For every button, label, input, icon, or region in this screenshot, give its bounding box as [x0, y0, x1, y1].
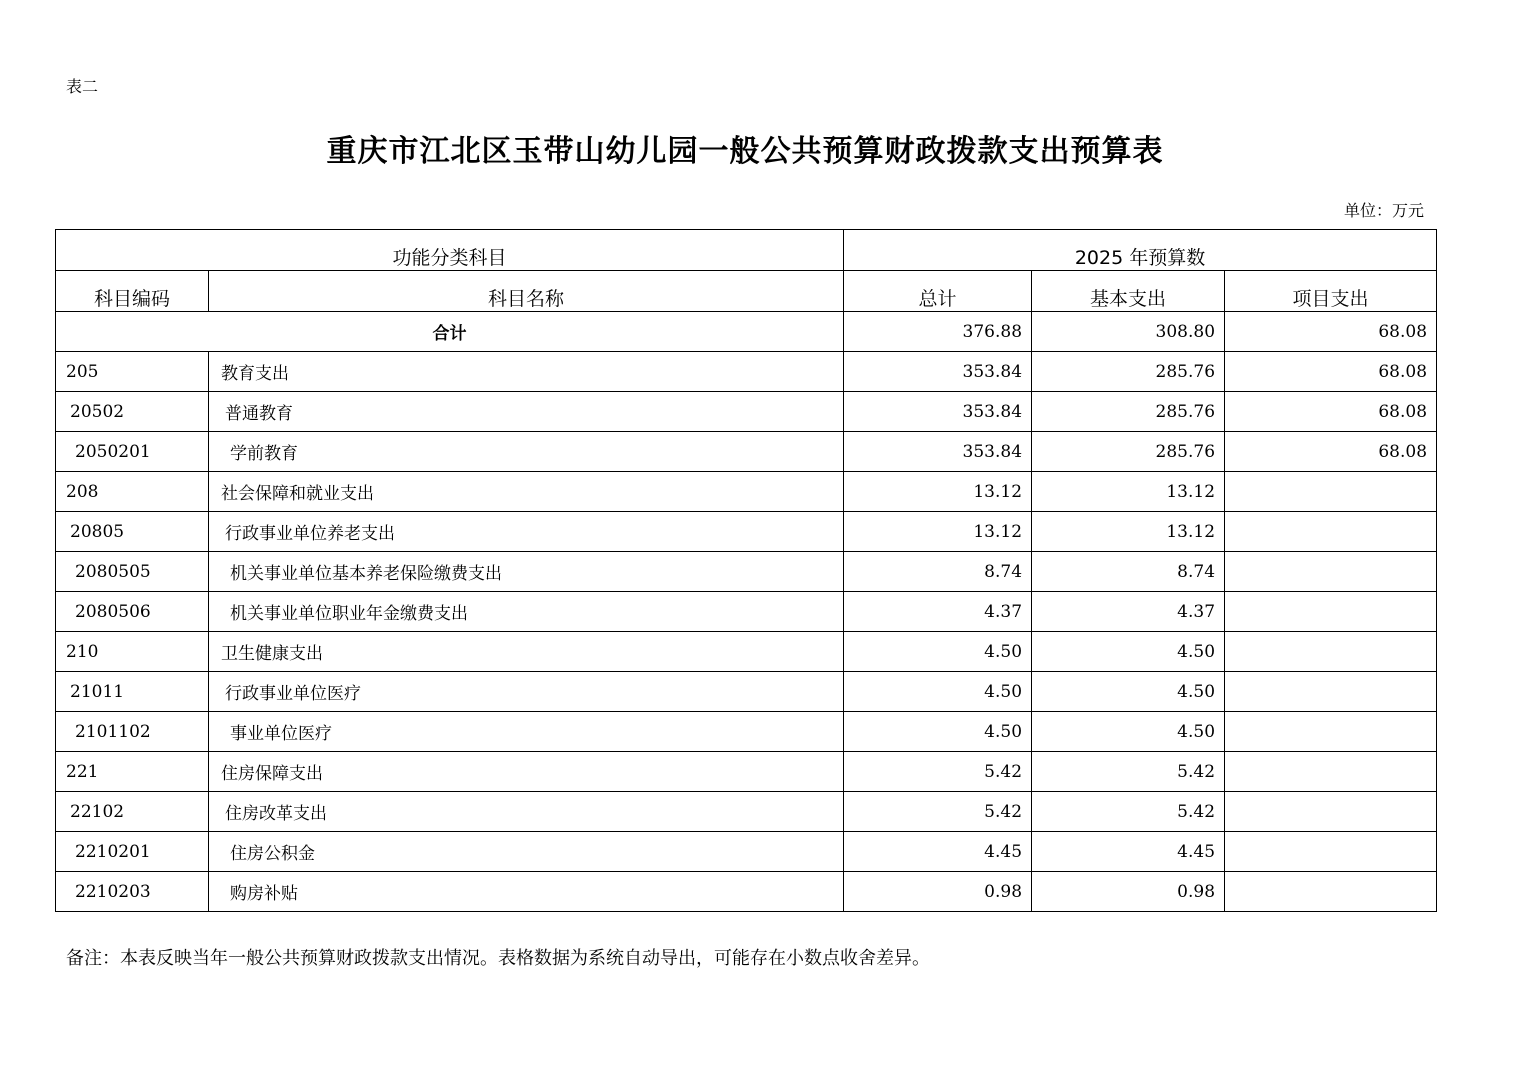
subject-code: 2210201	[75, 841, 151, 862]
subject-name: 机关事业单位职业年金缴费支出	[230, 604, 468, 624]
amount-project	[1225, 752, 1437, 792]
subject-name-cell	[209, 712, 844, 752]
amount-basic: 4.50	[1032, 672, 1225, 712]
table-row	[56, 752, 1437, 792]
amount-project	[1225, 792, 1437, 832]
amount-basic: 285.76	[1032, 352, 1225, 392]
subject-name: 事业单位医疗	[230, 724, 332, 744]
unit-label: 单位：万元	[1343, 201, 1424, 220]
total-row	[56, 312, 1437, 352]
amount-total: 5.42	[844, 752, 1032, 792]
amount-total: 0.98	[844, 872, 1032, 912]
amount-project: 68.08	[1225, 392, 1437, 432]
header-total: 总计	[844, 271, 1032, 312]
amount-total: 8.74	[844, 552, 1032, 592]
header-group-row	[56, 230, 1437, 271]
header-project-expenditure: 项目支出	[1225, 271, 1437, 312]
total-project: 68.08	[1225, 312, 1437, 352]
table-number-label: 表二	[66, 77, 99, 96]
amount-total: 4.50	[844, 672, 1032, 712]
subject-code-cell	[56, 792, 209, 832]
subject-code: 20502	[70, 401, 125, 422]
subject-code: 210	[66, 641, 99, 662]
subject-name: 学前教育	[230, 444, 298, 464]
amount-total: 4.37	[844, 592, 1032, 632]
subject-code: 20805	[70, 521, 125, 542]
subject-name: 住房改革支出	[225, 804, 327, 824]
subject-name-cell	[209, 352, 844, 392]
amount-basic: 4.50	[1032, 712, 1225, 752]
amount-project	[1225, 512, 1437, 552]
amount-basic: 13.12	[1032, 472, 1225, 512]
subject-name-cell	[209, 872, 844, 912]
subject-code: 2210203	[75, 881, 151, 902]
subject-code-cell	[56, 872, 209, 912]
subject-code-cell	[56, 552, 209, 592]
table-row	[56, 632, 1437, 672]
amount-basic: 4.45	[1032, 832, 1225, 872]
amount-project	[1225, 872, 1437, 912]
amount-project	[1225, 832, 1437, 872]
amount-total: 353.84	[844, 352, 1032, 392]
subject-code-cell	[56, 632, 209, 672]
table-row	[56, 472, 1437, 512]
subject-code: 2080505	[75, 561, 151, 582]
subject-code: 2080506	[75, 601, 151, 622]
amount-project	[1225, 472, 1437, 512]
amount-basic: 5.42	[1032, 792, 1225, 832]
subject-name: 机关事业单位基本养老保险缴费支出	[230, 564, 502, 584]
subject-code-cell	[56, 472, 209, 512]
table-row	[56, 592, 1437, 632]
budget-table	[55, 229, 1437, 912]
table-row	[56, 712, 1437, 752]
header-column-row	[56, 271, 1437, 312]
subject-name: 行政事业单位医疗	[225, 684, 361, 704]
table-row	[56, 552, 1437, 592]
subject-code-cell	[56, 352, 209, 392]
amount-project	[1225, 672, 1437, 712]
amount-project	[1225, 632, 1437, 672]
subject-name-cell	[209, 472, 844, 512]
table-row	[56, 832, 1437, 872]
footnote: 备注：本表反映当年一般公共预算财政拨款支出情况。表格数据为系统自动导出，可能存在小数点收舍差异。	[66, 948, 930, 969]
amount-basic: 4.37	[1032, 592, 1225, 632]
amount-project	[1225, 552, 1437, 592]
subject-name-cell	[209, 752, 844, 792]
subject-name: 普通教育	[225, 404, 293, 424]
subject-name: 教育支出	[221, 364, 289, 384]
subject-name-cell	[209, 592, 844, 632]
subject-code: 205	[66, 361, 99, 382]
total-basic: 308.80	[1032, 312, 1225, 352]
subject-name: 住房公积金	[230, 844, 315, 864]
subject-code: 21011	[70, 681, 125, 702]
table-row	[56, 792, 1437, 832]
table-row	[56, 672, 1437, 712]
amount-basic: 285.76	[1032, 392, 1225, 432]
page-title: 重庆市江北区玉带山幼儿园一般公共预算财政拨款支出预算表	[326, 134, 1164, 169]
amount-project	[1225, 712, 1437, 752]
subject-name: 购房补贴	[230, 884, 298, 904]
total-amount: 376.88	[844, 312, 1032, 352]
subject-code-cell	[56, 512, 209, 552]
header-basic-expenditure: 基本支出	[1032, 271, 1225, 312]
amount-basic: 285.76	[1032, 432, 1225, 472]
subject-name-cell	[209, 792, 844, 832]
subject-code: 2101102	[75, 721, 151, 742]
amount-total: 5.42	[844, 792, 1032, 832]
amount-basic: 0.98	[1032, 872, 1225, 912]
subject-name: 卫生健康支出	[221, 644, 323, 664]
table-row	[56, 392, 1437, 432]
subject-name-cell	[209, 512, 844, 552]
subject-code: 2050201	[75, 441, 151, 462]
subject-code: 22102	[70, 801, 125, 822]
amount-total: 353.84	[844, 432, 1032, 472]
amount-total: 4.45	[844, 832, 1032, 872]
subject-name: 社会保障和就业支出	[221, 484, 374, 504]
table-row	[56, 352, 1437, 392]
amount-total: 4.50	[844, 712, 1032, 752]
subject-code-cell	[56, 592, 209, 632]
subject-code: 208	[66, 481, 99, 502]
subject-name-cell	[209, 672, 844, 712]
subject-code-cell	[56, 712, 209, 752]
subject-code: 221	[66, 761, 99, 782]
subject-name: 行政事业单位养老支出	[225, 524, 395, 544]
subject-name-cell	[209, 632, 844, 672]
header-functional-classification: 功能分类科目	[56, 230, 844, 271]
table-row	[56, 512, 1437, 552]
amount-project: 68.08	[1225, 352, 1437, 392]
amount-total: 13.12	[844, 472, 1032, 512]
amount-total: 353.84	[844, 392, 1032, 432]
amount-basic: 13.12	[1032, 512, 1225, 552]
total-label: 合计	[56, 312, 844, 352]
amount-total: 13.12	[844, 512, 1032, 552]
table-row	[56, 432, 1437, 472]
subject-name-cell	[209, 392, 844, 432]
header-budget-year: 2025 年预算数	[844, 230, 1437, 271]
subject-code-cell	[56, 832, 209, 872]
amount-project	[1225, 592, 1437, 632]
amount-basic: 4.50	[1032, 632, 1225, 672]
subject-code-cell	[56, 672, 209, 712]
amount-basic: 8.74	[1032, 552, 1225, 592]
header-subject-code: 科目编码	[56, 271, 209, 312]
subject-code-cell	[56, 752, 209, 792]
table-row	[56, 872, 1437, 912]
subject-code-cell	[56, 392, 209, 432]
amount-project: 68.08	[1225, 432, 1437, 472]
amount-total: 4.50	[844, 632, 1032, 672]
subject-name-cell	[209, 552, 844, 592]
header-subject-name: 科目名称	[209, 271, 844, 312]
amount-basic: 5.42	[1032, 752, 1225, 792]
subject-name-cell	[209, 832, 844, 872]
subject-name-cell	[209, 432, 844, 472]
subject-code-cell	[56, 432, 209, 472]
subject-name: 住房保障支出	[221, 764, 323, 784]
